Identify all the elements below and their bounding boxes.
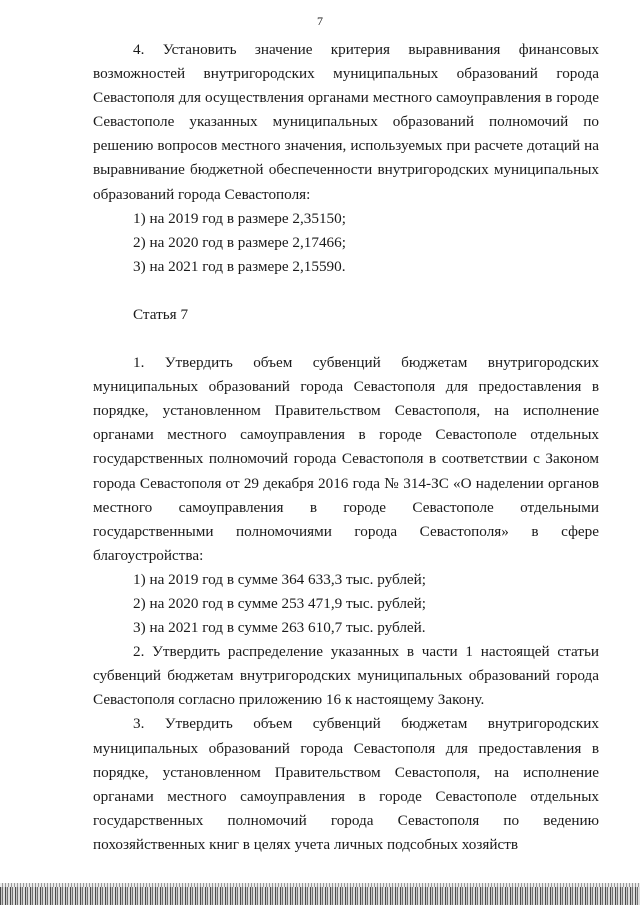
list-item: 2) на 2020 год в размере 2,17466; <box>133 233 346 251</box>
paragraph: 2. Утвердить распределение указанных в части 1 настоящей статьи субвенций бюджетам внутригородских муниципальных образований города Севастополя согласно приложению 16 к настоящему Закону. <box>93 643 599 709</box>
scan-edge-artifact <box>0 883 640 905</box>
spacer <box>93 279 599 303</box>
paragraph: 3. Утвердить объем субвенций бюджетам внутригородских муниципальных образований города Севастополя для предоставления в порядке, установленном Правительством Севастополя, на исполнение органами местного самоуправления в городе Севастополе отдельных государственных полномочий города Севастополя по ведению похозяйственных книг в целях учета личных подсобных хозяйств <box>93 715 599 853</box>
document-body <box>93 38 599 857</box>
list-item: 3) на 2021 год в размере 2,15590. <box>133 257 346 275</box>
list-item: 2) на 2020 год в сумме 253 471,9 тыс. рублей; <box>133 594 427 612</box>
spacer <box>93 327 599 351</box>
page-number: 7 <box>317 14 323 28</box>
paragraph: 1. Утвердить объем субвенций бюджетам внутригородских муниципальных образований города Севастополя для предоставления в порядке, установленном Правительством Севастополя, на исполнение органами местного самоуправления в городе Севастополе отдельных государственных полномочий города Севастополя в соответствии с Законом города Севастополя от 29 декабря 2016 года № 314-ЗС «О наделении органов местного самоуправления в городе Севастополе отдельными государственными полномочиями города Севастополя» в сфере благоустройства: <box>93 354 599 564</box>
paragraph: 4. Установить значение критерия выравнивания финансовых возможностей внутригородских муниципальных образований города Севастополя для осуществления органами местного самоуправления в городе Севастополе указанных муниципальных образований полномочий по решению вопросов местного значения, используемых при расчете дотаций на выравнивание бюджетной обеспеченности внутригородских муниципальных образований города Севастополя: <box>93 41 599 203</box>
list-item: 1) на 2019 год в размере 2,35150; <box>133 209 346 227</box>
list-item: 3) на 2021 год в сумме 263 610,7 тыс. рублей. <box>133 619 426 637</box>
article-heading: Статья 7 <box>133 305 189 323</box>
list-item: 1) на 2019 год в сумме 364 633,3 тыс. рублей; <box>133 570 427 588</box>
